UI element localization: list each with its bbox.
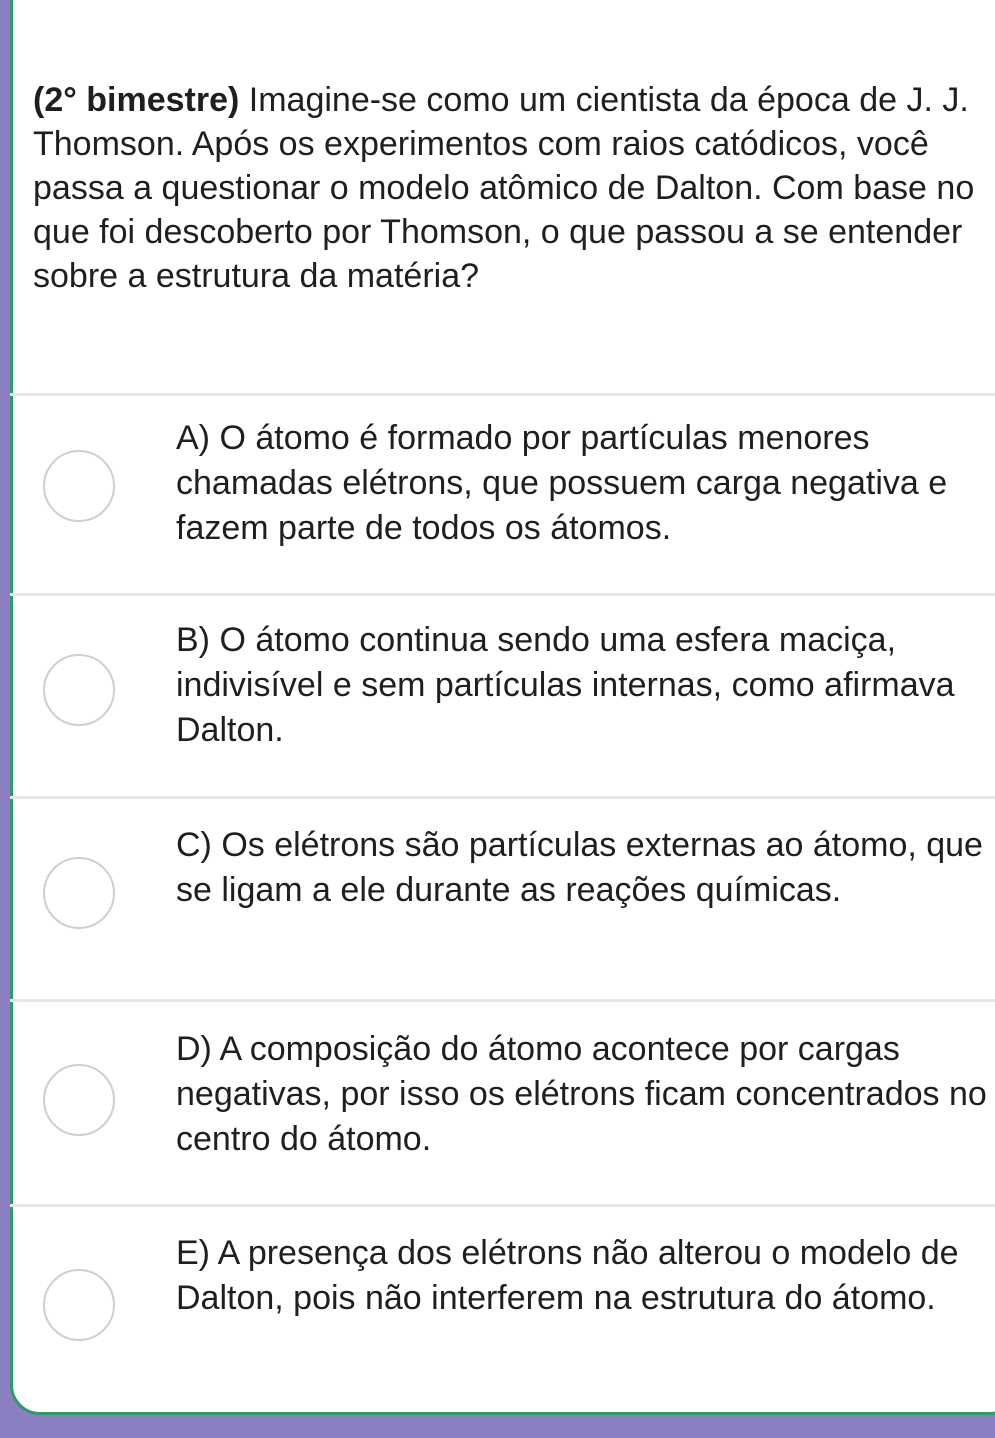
radio-button-e[interactable]: [43, 1269, 115, 1341]
option-d-label[interactable]: D) A composição do átomo acontece por cargas negativas, por isso os elétrons ficam concentrados no centro do átomo.: [176, 1030, 987, 1158]
radio-button-a[interactable]: [43, 450, 115, 522]
radio-button-b[interactable]: [43, 654, 115, 726]
option-d[interactable]: [10, 1002, 995, 1204]
option-a[interactable]: [10, 396, 995, 593]
question-body: Imagine-se como um cientista da época de J. J. Thomson. Após os experimentos com raios catódicos, você passa a questionar o modelo atômico de Dalton. Com base no que foi descoberto por Thomson, o que passou a se entender sobre a estrutura da matéria?: [33, 81, 975, 295]
option-b[interactable]: [10, 596, 995, 796]
option-a-label[interactable]: A) O átomo é formado por partículas menores chamadas elétrons, que possuem carga negativa e fazem parte de todos os átomos.: [176, 419, 948, 547]
option-e-label[interactable]: E) A presença dos elétrons não alterou o modelo de Dalton, pois não interferem na estrutura do átomo.: [176, 1234, 959, 1317]
option-e[interactable]: [10, 1207, 995, 1397]
radio-button-c[interactable]: [43, 857, 115, 929]
option-c[interactable]: [10, 799, 995, 999]
question-text: [33, 78, 978, 298]
radio-button-d[interactable]: [43, 1064, 115, 1136]
option-c-label[interactable]: C) Os elétrons são partículas externas ao átomo, que se ligam a ele durante as reações químicas.: [176, 826, 983, 909]
question-tag: (2° bimestre): [33, 81, 240, 119]
option-b-label[interactable]: B) O átomo continua sendo uma esfera maciça, indivisível e sem partículas internas, como afirmava Dalton.: [176, 621, 955, 749]
